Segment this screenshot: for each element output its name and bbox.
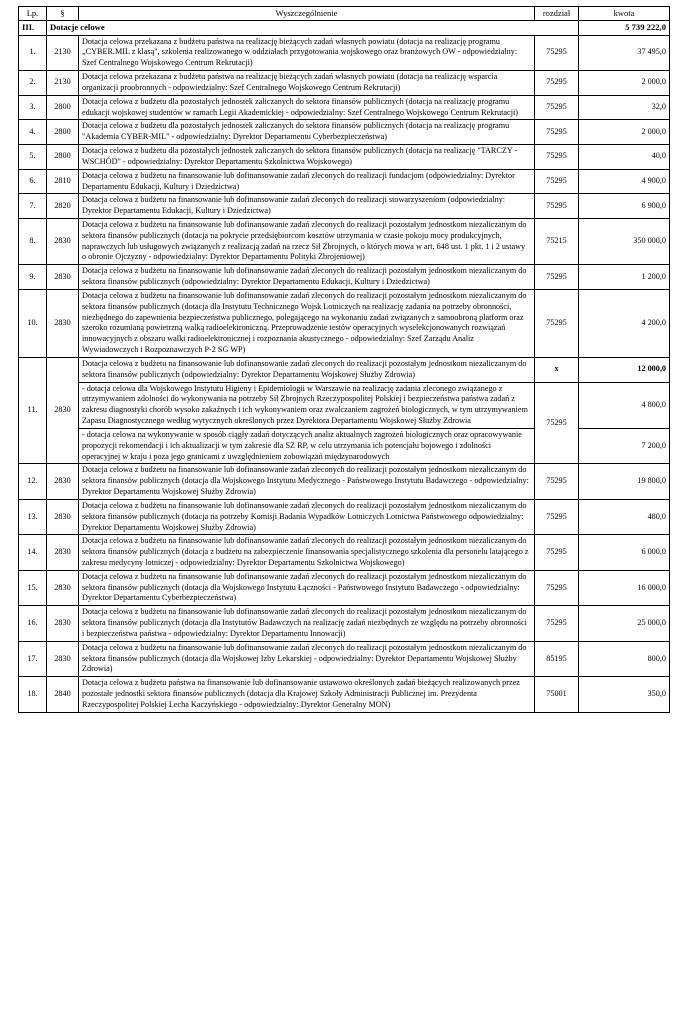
table-subrow (19, 382, 670, 428)
header-row (19, 7, 670, 21)
row-amount: 40,0 (579, 145, 670, 170)
row-amount: 6 000,0 (579, 535, 670, 570)
subrow-description: - dotacja celowa na wykonywanie w sposób ciągły zadań dotyczących analiz aktualnych zagrożeń biologicznych oraz opracowywanie propozycji rekomendacji i ich aktualizacji w tym zakresie dla SZ RP, w celu utrzymania ich potencjału bojowego i zdolności operacyjnej w kraju i poza jego granicami z uwzględnieniem zobowiązań międzynarodowych (79, 428, 535, 463)
subrow-amount: 7 200,0 (579, 428, 670, 463)
row-description: Dotacja celowa z budżetu na finansowanie lub dofinansowanie zadań zleconych do realizacji pozostałym jednostkom niezaliczanym do sektora finansów publicznych (dotacja dla Wojskowej Izby Lekarskiej - odpowiedzialny: Dyrektor Departamentu Wojskowej Służby Zdrowia) (79, 641, 535, 676)
row-amount: 12 000,0 (579, 357, 670, 382)
row-paragraph: 2830 (47, 289, 79, 357)
row-description: Dotacja celowa z budżetu na finansowanie lub dofinansowanie zadań zleconych do realizacji pozostałym jednostkom niezaliczanym do sektora finansów publicznych (dotacja na potrzeby Komisji Badania Wypadków Lotniczych Lotnictwa Państwowego odpowiedzialny: Dyrektor Departamentu Wojskowej Służby Zdrowia) (79, 499, 535, 534)
row-paragraph: 2130 (47, 71, 79, 96)
row-lp: 4. (19, 120, 47, 145)
row-paragraph: 2830 (47, 570, 79, 605)
table-row (19, 464, 670, 499)
row-lp: 12. (19, 464, 47, 499)
col-header-description: Wyszczególnienie (79, 7, 535, 21)
row-description: Dotacja celowa z budżetu na finansowanie lub dofinansowanie zadań zleconych do realizacji fundacjom (odpowiedzialny: Dyrektor Departamentu Edukacji, Kultury i Dziedzictwa) (79, 169, 535, 194)
table-row (19, 194, 670, 219)
row-chapter: 75295 (535, 95, 579, 120)
row-chapter: 75295 (535, 464, 579, 499)
table-row (19, 570, 670, 605)
row-lp: 16. (19, 606, 47, 641)
row-chapter: 75295 (535, 145, 579, 170)
row-amount: 350,0 (579, 677, 670, 712)
row-lp: 7. (19, 194, 47, 219)
row-paragraph: 2830 (47, 499, 79, 534)
row-chapter: 75295 (535, 289, 579, 357)
row-chapter: 75295 (535, 535, 579, 570)
table-row (19, 120, 670, 145)
row-lp: 11. (19, 357, 47, 463)
row-amount: 37 495,0 (579, 35, 670, 70)
table-row (19, 35, 670, 70)
row-chapter: 75295 (535, 71, 579, 96)
row-paragraph: 2830 (47, 218, 79, 264)
row-description: Dotacja celowa z budżetu państwa na finansowanie lub dofinansowanie ustawowo określonych zadań bieżących realizowanych przez pozostałe jednostki sektora finansów publicznych (dotacja dla Krajowej Szkoły Administracji Publicznej im. Prezydenta Rzeczypospolitej Polskiej Lecha Kaczyńskiego - odpowiedzialny: Dyrektor Generalny MON) (79, 677, 535, 712)
row-chapter: 75295 (535, 606, 579, 641)
table-row (19, 641, 670, 676)
row-amount: 25 000,0 (579, 606, 670, 641)
row-amount: 2 000,0 (579, 71, 670, 96)
table-row (19, 145, 670, 170)
table-row (19, 71, 670, 96)
row-description: Dotacja celowa z budżetu dla pozostałych jednostek zaliczanych do sektora finansów publicznych (dotacja na realizację programu edukacji wojskowej studentów w ramach Legii Akademickiej - odpowiedzialny: Szef Centralnego Wojskowego Centrum Rekrutacji) (79, 95, 535, 120)
row-lp: 3. (19, 95, 47, 120)
section-amount: 5 739 222,0 (579, 21, 670, 35)
row-paragraph: 2130 (47, 35, 79, 70)
row-description: Dotacja celowa z budżetu na finansowanie lub dofinansowanie zadań zleconych do realizacji pozostałym jednostkom niezaliczanym do sektora finansów publicznych (dotacja z budżetu na zabezpieczenie finansowania specjalistycznego szkolenia dla personelu latającego z zakresu medycyny lotniczej - odpowiedzialny: Dyrektor Departamentu Szkolnictwa Wojskowego) (79, 535, 535, 570)
table-row (19, 357, 670, 382)
row-amount: 1 200,0 (579, 265, 670, 290)
row-paragraph: 2840 (47, 677, 79, 712)
budget-table (18, 6, 670, 713)
row-description: Dotacja celowa z budżetu dla pozostałych jednostek zaliczanych do sektora finansów publicznych (dotacja na realizację programu "Akademia CYBER-MIL" - odpowiedzialny: Dyrektor Departamentu Cyberbezpieczeństwa) (79, 120, 535, 145)
row-description: Dotacja celowa z budżetu na finansowanie lub dofinansowanie zadań zleconych do realizacji pozostałym jednostkom niezaliczanym do sektora finansów publicznych (dotacja dla Instytutu Technicznego Wojsk Lotniczych na realizację zadania na potrzeby obronności, niezbędnego do zapewnienia bezpieczeństwa publicznego, polegającego na wykonaniu zadań związanych z samoobroną platform oraz szeroko rozumianą powietrzną walką radioelektroniczną. Przeprowadzenie testów operacyjnych wyselekcjonowanych rozwiązań innowacyjnych z obszaru walki radioelektronicznej i rozpoznania akustycznego - odpowiedzialny: Szef Zarządu Analiz Wywiadowczych i Rozpoznawczych P-2 SG WP) (79, 289, 535, 357)
table-row (19, 535, 670, 570)
row-paragraph: 2830 (47, 464, 79, 499)
section-number: III. (19, 21, 47, 35)
row-chapter: 75295 (535, 35, 579, 70)
row-paragraph: 2830 (47, 265, 79, 290)
table-row (19, 218, 670, 264)
row-amount: 19 800,0 (579, 464, 670, 499)
row-description: Dotacja celowa z budżetu na finansowanie lub dofinansowanie zadań zleconych do realizacji stowarzyszeniom (odpowiedzialny: Dyrektor Departamentu Edukacji, Kultury i Dziedzictwa) (79, 194, 535, 219)
row-description: Dotacja celowa z budżetu na finansowanie lub dofinansowanie zadań zleconych do realizacji pozostałym jednostkom niezaliczanym do sektora finansów publicznych (dotacja dla Wojskowego Instytutu Łączności - Państwowego Instytutu Badawczego - odpowiedzialny: Dyrektor Departamentu Cyberbezpieczeństwa) (79, 570, 535, 605)
row-chapter: 75295 (535, 169, 579, 194)
row-paragraph: 2830 (47, 357, 79, 463)
section-row (19, 21, 670, 35)
row-paragraph: 2820 (47, 194, 79, 219)
row-lp: 5. (19, 145, 47, 170)
row-chapter: 85195 (535, 641, 579, 676)
row-chapter: 75295 (535, 265, 579, 290)
row-chapter: 75295 (535, 194, 579, 219)
row-amount: 480,0 (579, 499, 670, 534)
col-header-lp: Lp. (19, 7, 47, 21)
table-row (19, 265, 670, 290)
row-description: Dotacja celowa przekazana z budżetu państwa na realizację bieżących zadań własnych powiatu (dotacja na realizację wsparcia organizacji proobronnych - odpowiedzialny: Szef Centralnego Wojskowego Centrum Rekrutacji) (79, 71, 535, 96)
row-paragraph: 2800 (47, 95, 79, 120)
row-description: Dotacja celowa przekazana z budżetu państwa na realizację bieżących zadań własnych powiatu (dotacja na realizację programu „CYBER.MIL z klasą", szkolenia realizowanego w oddziałach przygotowania wojskowego oraz branżowych OW - odpowiedzialny: Szef Centralnego Wojskowego Centrum Rekrutacji) (79, 35, 535, 70)
row-amount: 32,0 (579, 95, 670, 120)
row-chapter: 75215 (535, 218, 579, 264)
col-header-amount: kwota (579, 7, 670, 21)
row-amount: 16 000,0 (579, 570, 670, 605)
row-description: Dotacja celowa z budżetu na finansowanie lub dofinansowanie zadań zleconych do realizacji pozostałym jednostkom niezaliczanym do sektora finansów publicznych (odpowiedzialny: Dyrektor Departamentu Wojskowej Służby Zdrowia) (79, 357, 535, 382)
row-paragraph: 2800 (47, 120, 79, 145)
row-lp: 9. (19, 265, 47, 290)
row-paragraph: 2830 (47, 535, 79, 570)
row-description: Dotacja celowa z budżetu na finansowanie lub dofinansowanie zadań zleconych do realizacji pozostałym jednostkom niezaliczanym do sektora finansów publicznych (odpowiedzialny: Dyrektor Departamentu Edukacji, Kultury i Dziedzictwa) (79, 265, 535, 290)
row-chapter: 75295 (535, 499, 579, 534)
row-paragraph: 2800 (47, 145, 79, 170)
row-lp: 14. (19, 535, 47, 570)
section-title: Dotacje celowe (47, 21, 579, 35)
row-lp: 13. (19, 499, 47, 534)
table-row (19, 169, 670, 194)
row-paragraph: 2830 (47, 641, 79, 676)
row-lp: 18. (19, 677, 47, 712)
row-chapter: 75001 (535, 677, 579, 712)
row-lp: 2. (19, 71, 47, 96)
subrow-chapter: 75295 (535, 382, 579, 464)
row-amount: 2 000,0 (579, 120, 670, 145)
col-header-paragraph: § (47, 7, 79, 21)
row-description: Dotacja celowa z budżetu na finansowanie lub dofinansowanie zadań zleconych do realizacji pozostałym jednostkom niezaliczanym do sektora finansów publicznych (dotacja dla Instytutów Badawczych na realizację zadań niezbędnych ze względu na potrzeby obronności i bezpieczeństwa państwa - odpowiedzialny: Dyrektor Departamentu Innowacji) (79, 606, 535, 641)
row-amount: 4 900,0 (579, 169, 670, 194)
row-lp: 15. (19, 570, 47, 605)
table-row (19, 499, 670, 534)
row-chapter: 75295 (535, 120, 579, 145)
row-lp: 8. (19, 218, 47, 264)
row-chapter: 75295 (535, 570, 579, 605)
row-amount: 6 900,0 (579, 194, 670, 219)
row-description: Dotacja celowa z budżetu na finansowanie lub dofinansowanie zadań zleconych do realizacji pozostałym jednostkom niezaliczanym do sektora finansów publicznych (dotacja dla Wojskowego Instytutu Medycznego - Państwowego Instytutu Badawczego - odpowiedzialny: Dyrektor Departamentu Wojskowej Służby Zdrowia) (79, 464, 535, 499)
row-amount: 350 000,0 (579, 218, 670, 264)
col-header-chapter: rozdział (535, 7, 579, 21)
row-chapter: x (535, 357, 579, 382)
row-lp: 1. (19, 35, 47, 70)
row-lp: 17. (19, 641, 47, 676)
table-row (19, 677, 670, 712)
row-description: Dotacja celowa z budżetu dla pozostałych jednostek zaliczanych do sektora finansów publicznych (dotacja na realizację "TARCZY - WSCHÓD" - odpowiedzialny: Dyrektor Departamentu Szkolnictwa Wojskowego) (79, 145, 535, 170)
row-lp: 6. (19, 169, 47, 194)
row-amount: 800,0 (579, 641, 670, 676)
row-paragraph: 2810 (47, 169, 79, 194)
table-row (19, 289, 670, 357)
row-amount: 4 200,0 (579, 289, 670, 357)
row-paragraph: 2830 (47, 606, 79, 641)
row-lp: 10. (19, 289, 47, 357)
table-row (19, 95, 670, 120)
subrow-amount: 4 800,0 (579, 382, 670, 428)
row-description: Dotacja celowa z budżetu na finansowanie lub dofinansowanie zadań zleconych do realizacji pozostałym jednostkom niezaliczanym do sektora finansów publicznych (dotacja na pokrycie przedsiębiorcom kosztów utrzymania w czasie pokoju mocy produkcyjnych, naprawczych lub usługowych związanych z realizacją zadań na rzecz Sił Zbrojnych, o których mowa w art. 648 ust. 1 pkt. 1 i 2 ustawy o obronie Ojczyzny - odpowiedzialny: Dyrektor Departamentu Polityki Zbrojeniowej) (79, 218, 535, 264)
subrow-description: - dotacja celowa dla Wojskowego Instytutu Higieny i Epidemiologii w Warszawie na realizację zadania zleconego związanego z utrzymywaniem zdolności do wykonywania na potrzeby Sił Zbrojnych Rzeczypospolitej Polskiej i bezpieczeństwa państwa zadań z zakresu diagnostyki chorób wysoko zakaźnych i ich wykonywaniem oraz zwalczaniem zagrożeń biologicznych, w tym utrzymywaniem Zapasu Diagnostycznego według wytycznych określonych przez Dyrektora Departamentu Wojskowej Służby Zdrowia (79, 382, 535, 428)
table-row (19, 606, 670, 641)
